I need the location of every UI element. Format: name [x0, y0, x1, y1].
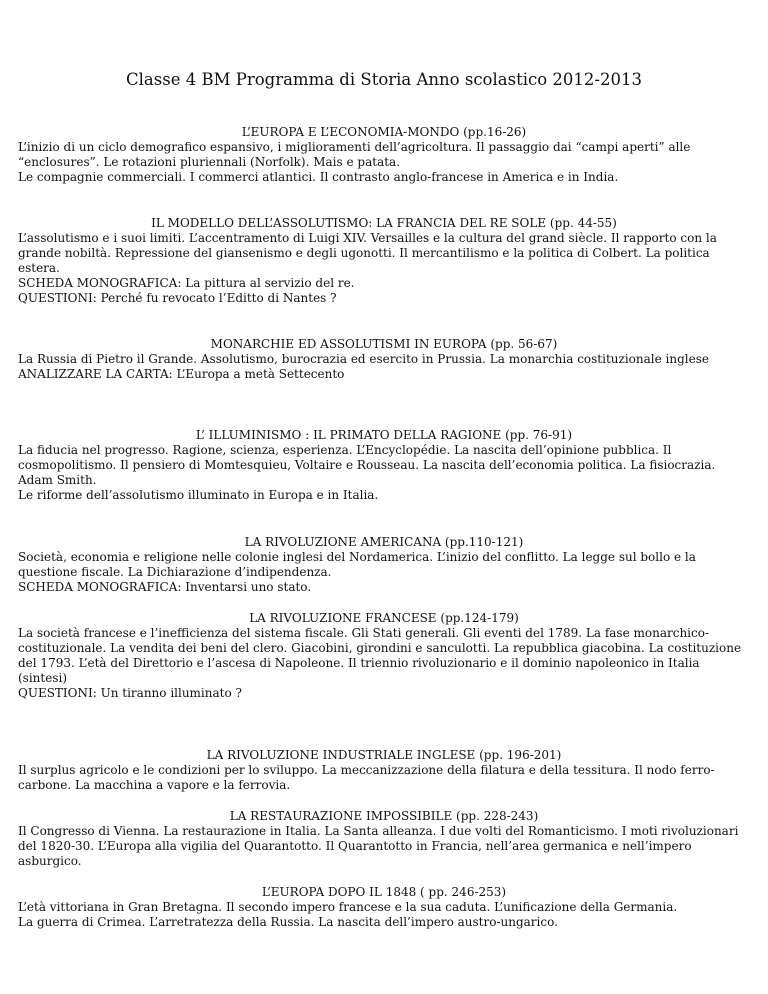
section-restaurazione — [18, 809, 750, 869]
section-text: L’assolutismo e i suoi limiti. L’accentramento di Luigi XIV. Versailles e la cultura del grand siècle. Il rapporto con la grande nobiltà. Repressione del giansenismo e degli ugonotti. Il mercantilismo e la politica di Colbert. La politica estera. — [18, 231, 717, 275]
section-text: SCHEDA MONOGRAFICA: Inventarsi uno stato. — [18, 580, 312, 594]
section-heading: L’EUROPA E L’ECONOMIA-MONDO (pp.16-26) — [241, 125, 527, 139]
section-text: La società francese e l’inefficienza del sistema fiscale. Gli Stati generali. Gli eventi del 1789. La fase monarchico-costituzionale. La vendita dei beni del clero. Giacobini, girondini e sanculotti. La repubblica giacobina. La costituzione del 1793. L’età del Direttorio e l’ascesa di Napoleone. Il triennio rivoluzionario e il dominio napoleonico in Italia (sintesi) — [18, 626, 742, 685]
section-illuminismo — [18, 428, 750, 503]
section-text: La Russia di Pietro il Grande. Assolutismo, burocrazia ed esercito in Prussia. La monarchia costituzionale inglese — [18, 352, 709, 366]
section-text: QUESTIONI: Un tiranno illuminato ? — [18, 686, 242, 700]
section-text: Il surplus agricolo e le condizioni per lo sviluppo. La meccanizzazione della filatura e della tessitura. Il nodo ferro-carbone. La macchina a vapore e la ferrovia. — [18, 763, 715, 792]
section-heading: LA RESTAURAZIONE IMPOSSIBILE (pp. 228-243) — [229, 809, 539, 823]
section-text: ANALIZZARE LA CARTA: L’Europa a metà Settecento — [18, 367, 345, 381]
section-rivoluzione-industriale — [18, 748, 750, 793]
section-heading: LA RIVOLUZIONE FRANCESE (pp.124-179) — [249, 611, 519, 625]
section-text: QUESTIONI: Perché fu revocato l’Editto di Nantes ? — [18, 291, 337, 305]
section-rivoluzione-francese — [18, 611, 750, 701]
section-text: La guerra di Crimea. L’arretratezza della Russia. La nascita dell’impero austro-ungarico. — [18, 915, 558, 929]
section-text: L’età vittoriana in Gran Bretagna. Il secondo impero francese e la sua caduta. L’unificazione della Germania. — [18, 900, 678, 914]
section-heading: L’EUROPA DOPO IL 1848 ( pp. 246-253) — [261, 885, 507, 899]
section-heading: IL MODELLO DELL’ASSOLUTISMO: LA FRANCIA DEL RE SOLE (pp. 44-55) — [151, 216, 617, 230]
section-text: Le riforme dell’assolutismo illuminato in Europa e in Italia. — [18, 488, 379, 502]
section-europa-dopo-1848 — [18, 885, 750, 930]
section-heading: LA RIVOLUZIONE AMERICANA (pp.110-121) — [244, 535, 524, 549]
section-text: SCHEDA MONOGRAFICA: La pittura al servizio del re. — [18, 276, 355, 290]
section-text: Le compagnie commerciali. I commerci atlantici. Il contrasto anglo-francese in America e in India. — [18, 170, 619, 184]
section-text: Società, economia e religione nelle colonie inglesi del Nordamerica. L’inizio del conflitto. La legge sul bollo e la questione fiscale. La Dichiarazione d’indipendenza. — [18, 550, 696, 579]
section-text: La fiducia nel progresso. Ragione, scienza, esperienza. L’Encyclopédie. La nascita dell’opinione pubblica. Il cosmopolitismo. Il pensiero di Momtesquieu, Voltaire e Rousseau. La nascita dell’economia politica. La fisiocrazia. Adam Smith. — [18, 443, 716, 487]
section-assolutismo-francia — [18, 216, 750, 306]
section-rivoluzione-americana — [18, 535, 750, 595]
section-heading: LA RIVOLUZIONE INDUSTRIALE INGLESE (pp. 196-201) — [206, 748, 562, 762]
section-heading: MONARCHIE ED ASSOLUTISMI IN EUROPA (pp. 56-67) — [210, 337, 558, 351]
section-economia-mondo — [18, 125, 750, 185]
page-title: Classe 4 BM Programma di Storia Anno scolastico 2012-2013 — [126, 70, 642, 89]
section-text: Il Congresso di Vienna. La restaurazione in Italia. La Santa alleanza. I due volti del Romanticismo. I moti rivoluzionari del 1820-30. L’Europa alla vigilia del Quarantotto. Il Quarantotto in Francia, nell’area germanica e nell’impero asburgico. — [18, 824, 739, 868]
section-heading: L’ ILLUMINISMO : IL PRIMATO DELLA RAGIONE (pp. 76-91) — [195, 428, 573, 442]
section-text: L’inizio di un ciclo demografico espansivo, i miglioramenti dell’agricoltura. Il passaggio dai “campi aperti” alle “enclosures”. Le rotazioni pluriennali (Norfolk). Mais e patata. — [18, 140, 691, 169]
section-monarchie-europa — [18, 337, 750, 382]
